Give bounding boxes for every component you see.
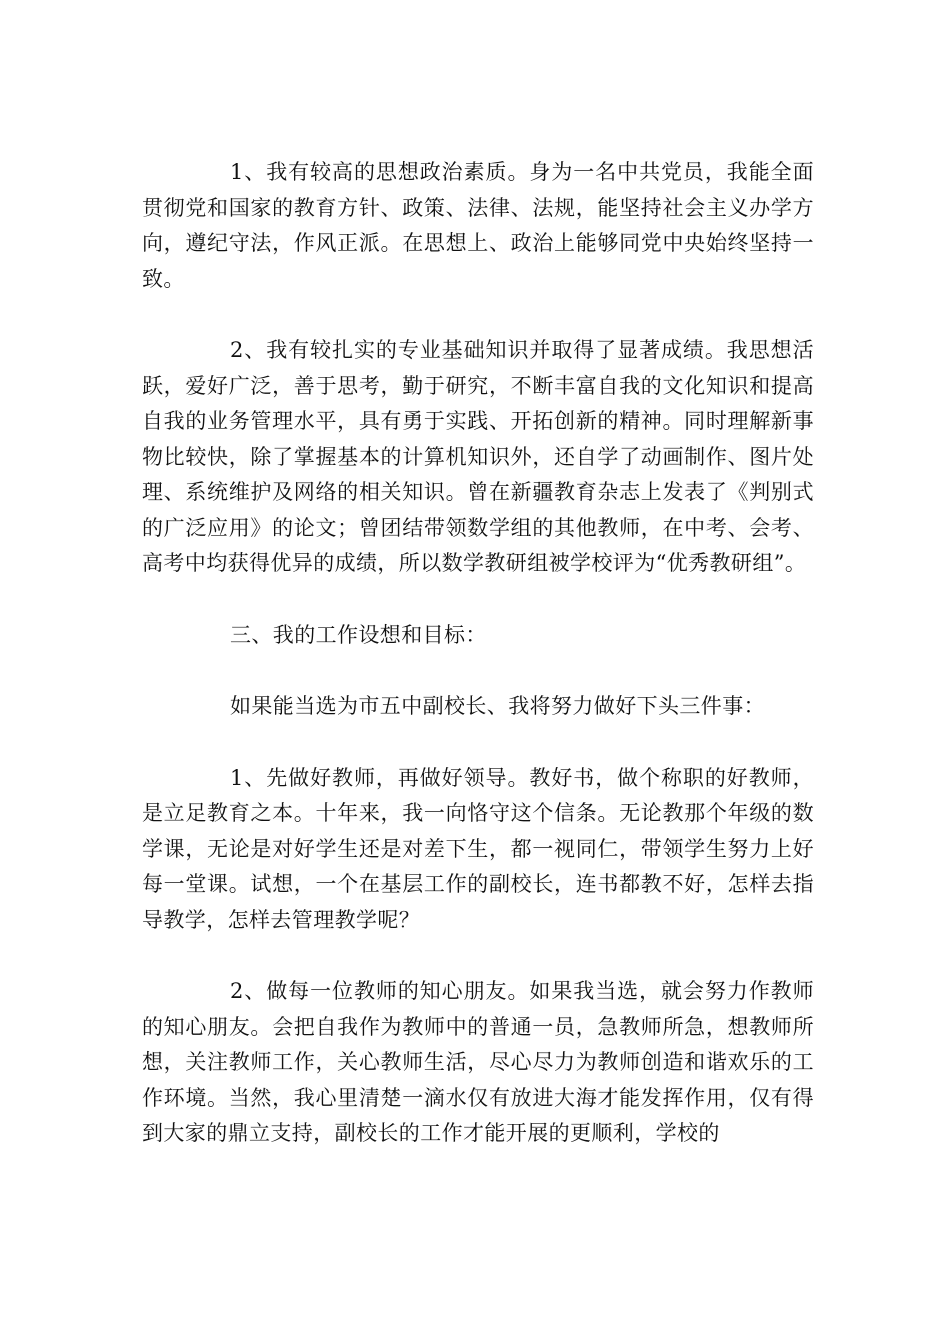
paragraph-professional-knowledge: 2、我有较扎实的专业基础知识并取得了显著成绩。我思想活跃，爱好广泛，善于思考，勤于研究，不断丰富自我的文化知识和提高自我的业务管理水平，具有勇于实践、开拓创新的精神。同时理解新事物比较快，除了掌握基本的计算机知识外，还自学了动画制作、图片处理、系统维护及网络的相关知识。曾在新疆教育杂志上发表了《判别式的广泛应用》的论文；曾团结带领数学组的其他教师，在中考、会考、高考中均获得优异的成绩，所以数学教研组被学校评为“优秀教研组”。 <box>142 338 814 575</box>
paragraph-political-quality: 1、我有较高的思想政治素质。身为一名中共党员，我能全面贯彻党和国家的教育方针、政策、法律、法规，能坚持社会主义办学方向，遵纪守法，作风正派。在思想上、政治上能够同党中央始终坚持一致。 <box>142 160 814 291</box>
document-body <box>142 155 814 1188</box>
paragraph-teacher-friend: 2、做每一位教师的知心朋友。如果我当选，就会努力作教师的知心朋友。会把自我作为教师中的普通一员，急教师所急，想教师所想，关注教师工作，关心教师生活，尽心尽力为教师创造和谐欢乐的工作环境。当然，我心里清楚一滴水仅有放进大海才能发挥作用，仅有得到大家的鼎立支持，副校长的工作才能开展的更顺利，学校的 <box>142 979 814 1145</box>
paragraph-intro-three-things: 如果能当选为市五中副校长、我将努力做好下头三件事： <box>230 694 765 718</box>
paragraph-good-teacher-first: 1、先做好教师，再做好领导。教好书，做个称职的好教师，是立足教育之本。十年来，我一向恪守这个信条。无论教那个年级的数学课，无论是对好学生还是对差下生，都一视同仁，带领学生努力上好每一堂课。试想，一个在基层工作的副校长，连书都教不好，怎样去指导教学，怎样去管理教学呢？ <box>142 765 814 932</box>
section-heading-work-plans: 三、我的工作设想和目标： <box>230 622 487 647</box>
